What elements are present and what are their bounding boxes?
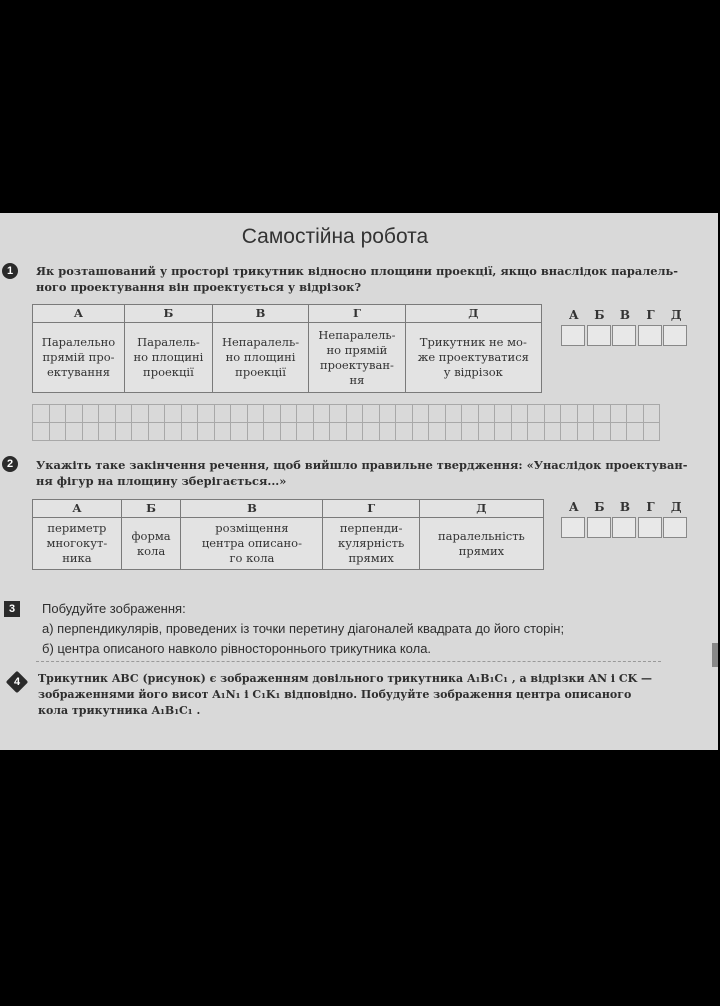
question-2-answer-boxes xyxy=(561,500,689,538)
grid-cell[interactable] xyxy=(610,423,627,441)
q2-option-4 xyxy=(419,518,543,570)
grid-cell[interactable] xyxy=(412,423,429,441)
q1-answer-box-3[interactable] xyxy=(638,325,662,346)
grid-cell[interactable] xyxy=(363,405,380,423)
question-1-line-2: ного проектування він проектується у відрізок? xyxy=(36,280,362,294)
grid-cell[interactable] xyxy=(445,423,462,441)
question-4-line-2: зображеннями його висот A₁N₁ і C₁K₁ відповідно. Побудуйте зображення центра описаного xyxy=(38,688,632,701)
q2-option-header-0: А xyxy=(33,500,122,518)
grid-cell[interactable] xyxy=(544,405,561,423)
grid-cell[interactable] xyxy=(247,405,264,423)
q1-option-4 xyxy=(405,323,541,393)
grid-cell[interactable] xyxy=(379,405,396,423)
question-4-number-label: 4 xyxy=(13,676,21,688)
q1-option-3-line-3: ня xyxy=(349,372,365,387)
grid-cell[interactable] xyxy=(99,423,116,441)
q1-option-1 xyxy=(124,323,212,393)
separator-line xyxy=(36,661,661,662)
grid-cell[interactable] xyxy=(610,405,627,423)
grid-cell[interactable] xyxy=(214,423,231,441)
q1-answer-box-1[interactable] xyxy=(587,325,611,346)
grid-cell[interactable] xyxy=(82,423,99,441)
q1-answer-letter-2: В xyxy=(619,308,631,322)
grid-cell[interactable] xyxy=(330,405,347,423)
grid-cell[interactable] xyxy=(264,405,281,423)
grid-cell[interactable] xyxy=(313,423,330,441)
question-1-text xyxy=(36,263,696,295)
question-4-number xyxy=(6,671,29,694)
grid-cell[interactable] xyxy=(132,423,149,441)
question-4-line-1: Трикутник ABC (рисунок) є зображенням довільного трикутника A₁B₁C₁ , а відрізки AN і CK — xyxy=(38,672,652,685)
grid-cell[interactable] xyxy=(148,423,165,441)
question-2-number: 2 xyxy=(2,456,18,472)
question-4-line-3: кола трикутника A₁B₁C₁ . xyxy=(38,704,201,717)
page-title: Самостійна робота xyxy=(241,225,429,248)
question-3-part-a: а) перпендикулярів, проведених із точки перетину діагоналей квадрата до його сторін; xyxy=(42,621,565,636)
q1-option-1-line-1: но площині xyxy=(133,350,204,364)
grid-cell[interactable] xyxy=(33,405,50,423)
grid-cell[interactable] xyxy=(132,405,149,423)
grid-cell[interactable] xyxy=(313,405,330,423)
question-1-options-table xyxy=(32,304,542,393)
grid-cell[interactable] xyxy=(181,423,198,441)
q1-answer-letter-4: Д xyxy=(670,308,682,322)
grid-cell[interactable] xyxy=(528,405,545,423)
grid-cell[interactable] xyxy=(280,423,297,441)
q1-option-0-line-2: ектування xyxy=(46,365,111,379)
q1-option-header-0: А xyxy=(33,305,125,323)
grid-cell[interactable] xyxy=(412,405,429,423)
grid-cell[interactable] xyxy=(643,405,660,423)
grid-cell[interactable] xyxy=(148,405,165,423)
page-edge-mark xyxy=(712,643,718,667)
q2-answer-box-0[interactable] xyxy=(561,517,585,538)
grid-cell[interactable] xyxy=(99,405,116,423)
grid-cell[interactable] xyxy=(643,423,660,441)
question-2-text xyxy=(36,457,696,489)
q2-option-0 xyxy=(33,518,122,570)
question-3-text xyxy=(42,599,682,659)
question-3-prompt: Побудуйте зображення: xyxy=(42,601,186,616)
grid-cell[interactable] xyxy=(49,423,66,441)
q1-option-header-4: Д xyxy=(405,305,541,323)
q2-option-0-line-2: ника xyxy=(62,551,92,565)
grid-cell[interactable] xyxy=(561,405,578,423)
grid-cell[interactable] xyxy=(115,423,132,441)
q1-option-header-3: Г xyxy=(309,305,405,323)
q1-option-header-1: Б xyxy=(124,305,212,323)
grid-cell[interactable] xyxy=(478,405,495,423)
grid-cell[interactable] xyxy=(33,423,50,441)
q2-option-3-line-2: прямих xyxy=(348,551,394,565)
q2-option-0-line-0: периметр xyxy=(47,521,107,535)
q1-answer-letter-3: Г xyxy=(646,308,655,322)
q2-option-3 xyxy=(323,518,419,570)
q1-option-3-line-2: проектуван- xyxy=(319,357,394,372)
grid-cell[interactable] xyxy=(462,423,479,441)
grid-cell[interactable] xyxy=(462,405,479,423)
q1-option-4-line-0: Трикутник не мо- xyxy=(419,335,527,349)
grid-cell[interactable] xyxy=(165,423,182,441)
worksheet-page xyxy=(0,213,718,750)
q2-option-1-line-0: форма xyxy=(131,528,171,543)
grid-cell[interactable] xyxy=(561,423,578,441)
q1-option-2-line-0: Непаралель- xyxy=(221,335,300,349)
grid-cell[interactable] xyxy=(330,423,347,441)
grid-cell[interactable] xyxy=(198,405,215,423)
q2-option-3-line-0: перпенди- xyxy=(339,521,403,535)
q2-answer-letter-3: Г xyxy=(646,500,655,514)
grid-cell[interactable] xyxy=(247,423,264,441)
grid-cell[interactable] xyxy=(379,423,396,441)
question-2-line-1: Укажіть таке закінчення речення, щоб вийшло правильне твердження: «Унаслідок проектуван- xyxy=(36,458,688,472)
grid-cell[interactable] xyxy=(363,423,380,441)
q2-option-4-line-0: паралельність xyxy=(438,528,525,543)
q2-option-3-line-1: кулярність xyxy=(338,536,405,550)
q2-option-2 xyxy=(181,518,323,570)
grid-cell[interactable] xyxy=(49,405,66,423)
grid-cell[interactable] xyxy=(511,405,528,423)
grid-cell[interactable] xyxy=(346,423,363,441)
q2-option-4-line-1: прямих xyxy=(458,543,505,558)
grid-cell[interactable] xyxy=(429,423,446,441)
q2-option-header-2: В xyxy=(181,500,323,518)
grid-cell[interactable] xyxy=(66,405,83,423)
grid-cell[interactable] xyxy=(396,423,413,441)
q2-option-2-line-2: го кола xyxy=(229,551,275,565)
grid-cell[interactable] xyxy=(445,405,462,423)
q2-answer-letter-0: А xyxy=(568,500,579,514)
q1-option-4-line-1: же проектуватися xyxy=(417,350,529,364)
grid-row xyxy=(33,405,660,423)
q1-option-3 xyxy=(309,323,405,393)
q1-option-3-line-1: но прямій xyxy=(326,342,388,357)
question-3-part-b: б) центра описаного навколо рівностороннього трикутника кола. xyxy=(42,641,432,656)
q1-option-0 xyxy=(33,323,125,393)
q2-answer-box-3[interactable] xyxy=(638,517,662,538)
grid-cell[interactable] xyxy=(165,405,182,423)
grid-cell[interactable] xyxy=(231,423,248,441)
q2-option-header-4: Д xyxy=(419,500,543,518)
q2-answer-box-4[interactable] xyxy=(663,517,687,538)
q2-option-1-line-1: кола xyxy=(136,543,166,558)
grid-cell[interactable] xyxy=(544,423,561,441)
grid-cell[interactable] xyxy=(577,423,594,441)
q1-answer-letter-0: А xyxy=(568,308,579,322)
grid-cell[interactable] xyxy=(181,405,198,423)
q2-option-header-3: Г xyxy=(323,500,419,518)
q1-answer-box-0[interactable] xyxy=(561,325,585,346)
q1-option-0-line-0: Паралельно xyxy=(41,335,116,349)
grid-cell[interactable] xyxy=(66,423,83,441)
grid-cell[interactable] xyxy=(264,423,281,441)
grid-cell[interactable] xyxy=(528,423,545,441)
question-4-text xyxy=(38,671,678,719)
q2-option-1 xyxy=(121,518,181,570)
q2-option-2-line-0: розміщення xyxy=(215,521,289,535)
q1-option-header-2: В xyxy=(212,305,308,323)
q1-option-2-line-1: но площині xyxy=(225,350,296,364)
grid-cell[interactable] xyxy=(429,405,446,423)
q2-answer-box-2[interactable] xyxy=(612,517,636,538)
grid-cell[interactable] xyxy=(346,405,363,423)
q2-option-2-line-1: центра описано- xyxy=(201,536,302,550)
question-1-number: 1 xyxy=(2,263,18,279)
grid-cell[interactable] xyxy=(198,423,215,441)
question-2-line-2: ня фігур на площину зберігається...» xyxy=(36,474,287,488)
question-3-number: 3 xyxy=(4,601,20,617)
grid-cell[interactable] xyxy=(495,423,512,441)
q1-answer-box-2[interactable] xyxy=(612,325,636,346)
grid-cell[interactable] xyxy=(627,405,644,423)
grid-cell[interactable] xyxy=(82,405,99,423)
grid-cell[interactable] xyxy=(627,423,644,441)
q1-answer-box-4[interactable] xyxy=(663,325,687,346)
q2-answer-box-1[interactable] xyxy=(587,517,611,538)
q2-answer-letter-4: Д xyxy=(670,500,682,514)
q2-answer-letter-1: Б xyxy=(594,500,605,514)
grid-cell[interactable] xyxy=(594,405,611,423)
grid-cell[interactable] xyxy=(297,423,314,441)
q2-option-header-1: Б xyxy=(121,500,181,518)
q1-option-0-line-1: прямій про- xyxy=(42,350,115,364)
q1-option-3-line-0: Непаралель- xyxy=(318,327,396,342)
grid-cell[interactable] xyxy=(511,423,528,441)
q1-option-2-line-2: проекції xyxy=(235,365,286,379)
q2-option-0-line-1: многокут- xyxy=(46,536,108,550)
q1-option-1-line-0: Паралель- xyxy=(137,335,200,349)
q1-option-1-line-2: проекції xyxy=(143,365,194,379)
grid-cell[interactable] xyxy=(214,405,231,423)
q2-answer-letter-2: В xyxy=(619,500,631,514)
question-1-line-1: Як розташований у просторі трикутник відносно площини проекції, якщо внаслідок паралель- xyxy=(36,264,679,278)
question-1-answer-boxes xyxy=(561,308,689,346)
grid-cell[interactable] xyxy=(231,405,248,423)
grid-cell[interactable] xyxy=(297,405,314,423)
q1-option-2 xyxy=(212,323,308,393)
grid-cell[interactable] xyxy=(495,405,512,423)
grid-cell[interactable] xyxy=(115,405,132,423)
q1-option-4-line-2: у відрізок xyxy=(443,365,503,379)
q1-answer-letter-1: Б xyxy=(594,308,605,322)
grid-row xyxy=(33,423,660,441)
grid-cell[interactable] xyxy=(577,405,594,423)
grid-cell[interactable] xyxy=(478,423,495,441)
answer-grid[interactable] xyxy=(32,404,660,441)
question-2-options-table xyxy=(32,499,544,570)
grid-cell[interactable] xyxy=(396,405,413,423)
grid-cell[interactable] xyxy=(594,423,611,441)
grid-cell[interactable] xyxy=(280,405,297,423)
